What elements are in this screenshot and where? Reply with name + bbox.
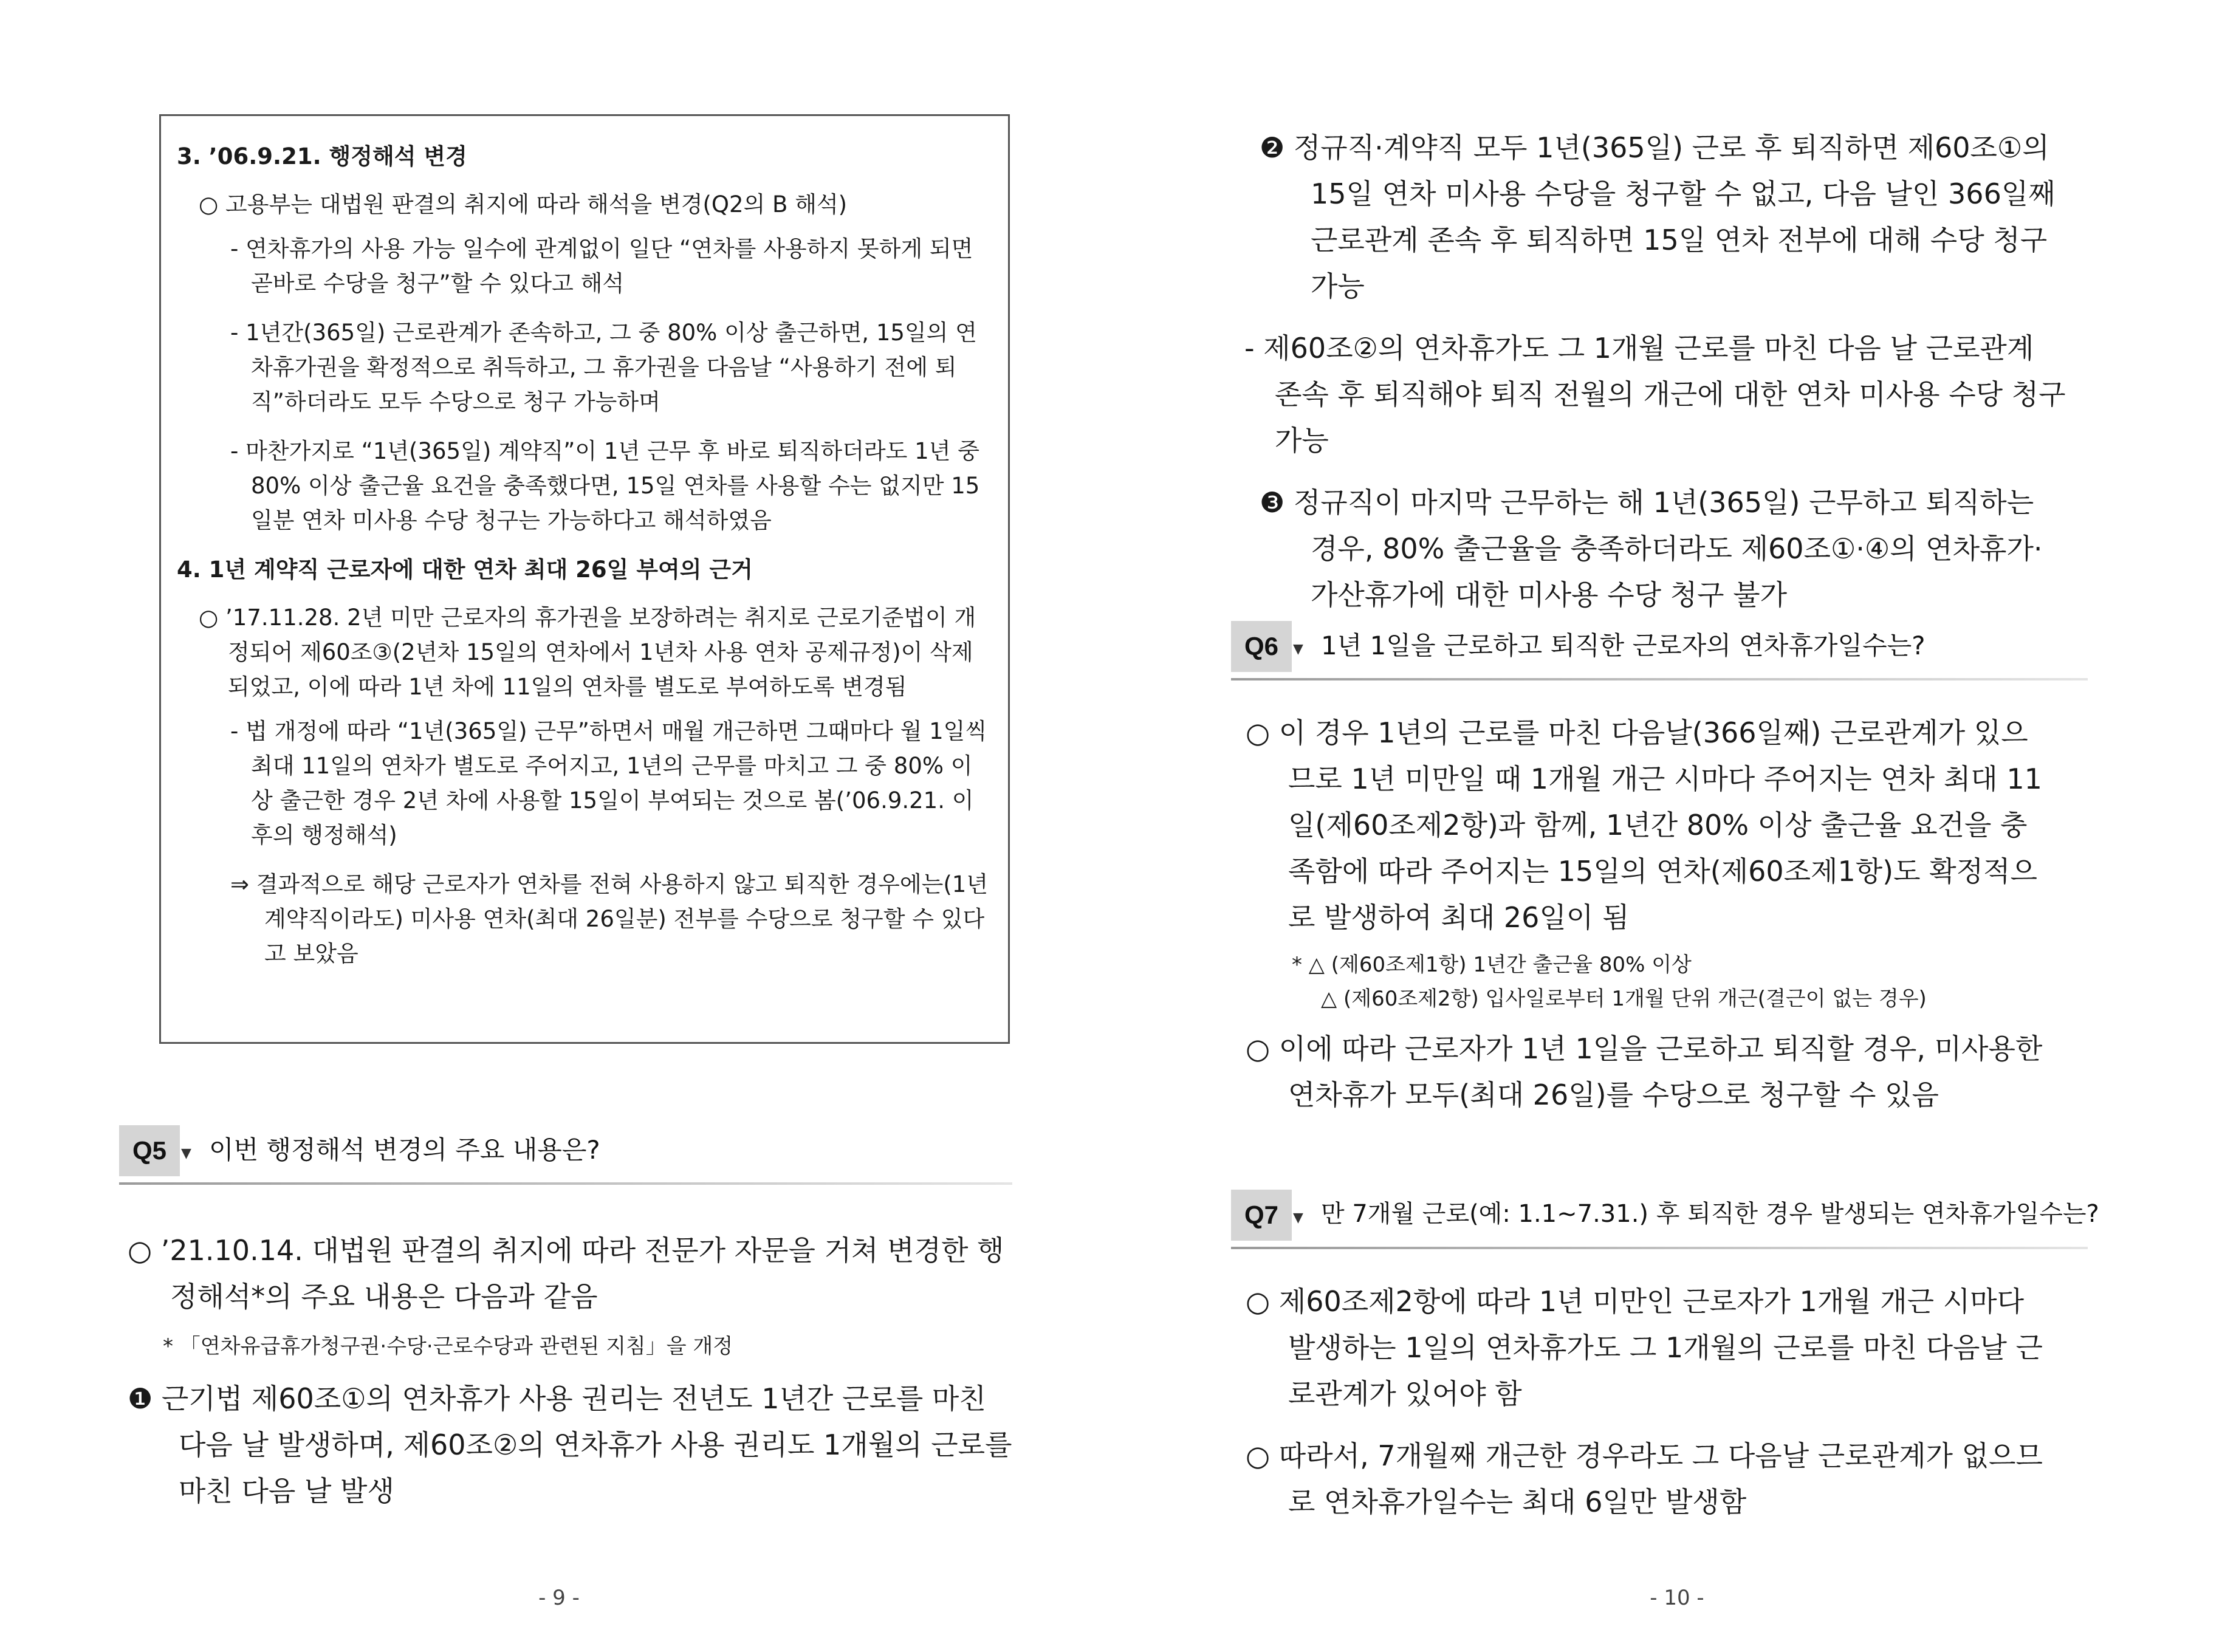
q5-title: 이번 행정해석 변경의 주요 내용은? <box>209 1135 600 1165</box>
q6-bullet-1: ○ 이 경우 1년의 근로를 마친 다음날(366일째) 근로관계가 있으므로 1년 미만일 때 1개월 개근 시마다 주어지는 연차 최대 11일(제60조제2항)과 함께, 1년간 80% 이상 출근율 요건을 충족함에 따라 주어지는 15일의 연차(제60조제1항)도 확정적으로 발생하여 최대 26일이 됨 <box>1246 716 2042 934</box>
q6-underline <box>1231 678 2088 680</box>
history-box <box>159 114 1010 1044</box>
section-4-result: ⇒ 결과적으로 해당 근로자가 연차를 전혀 사용하지 않고 퇴직한 경우에는(1년 계약직이라도) 미사용 연차(최대 26일분) 전부를 수당으로 청구할 수 있다고 보았음 <box>230 871 989 967</box>
q6-tag: Q6 <box>1231 621 1292 672</box>
q6-bullet-2: ○ 이에 따라 근로자가 1년 1일을 근로하고 퇴직할 경우, 미사용한 연차휴가 모두(최대 26일)를 수당으로 청구할 수 있음 <box>1246 1032 2043 1111</box>
page-number-right: - 10 - <box>1650 1586 1704 1610</box>
section-3-heading: 3. ’06.9.21. 행정해석 변경 <box>177 143 467 170</box>
section-4-dash: - 법 개정에 따라 “1년(365일) 근무”하면서 매월 개근하면 그때마다 월 1일씩 최대 11일의 연차가 별도로 주어지고, 1년의 근무를 마치고 그 중 80% 이상 출근한 경우 2년 차에 사용할 15일이 부여되는 것으로 봄(’06.9.21. 이후의 행정해석) <box>230 718 987 848</box>
q7-header <box>1231 1190 2099 1250</box>
q5-header <box>119 1125 1012 1186</box>
section-4-heading: 4. 1년 계약직 근로자에 대한 연차 최대 26일 부여의 근거 <box>177 557 753 583</box>
q7-title: 만 7개월 근로(예: 1.1~7.31.) 후 퇴직한 경우 발생되는 연차휴가일수는? <box>1321 1200 2099 1228</box>
q5-note: * 「연차유급휴가청구권·수당·근로수당과 관련된 지침」을 개정 <box>163 1334 733 1359</box>
triangle-down-icon: ▼ <box>1293 1210 1303 1225</box>
q5-point-1: ❶ 근기법 제60조①의 연차휴가 사용 권리는 전년도 1년간 근로를 마친 다음 날 발생하며, 제60조②의 연차휴가 사용 권리도 1개월의 근로를 마친 다음 날 발생 <box>128 1382 1012 1507</box>
section-3-bullet: ○ 고용부는 대법원 판결의 취지에 따라 해석을 변경(Q2의 B 해석) <box>199 191 848 218</box>
q6-title: 1년 1일을 근로하고 퇴직한 근로자의 연차휴가일수는? <box>1321 631 1926 660</box>
section-4-bullet: ○ ’17.11.28. 2년 미만 근로자의 휴가권을 보장하려는 취지로 근로기준법이 개정되어 제60조③(2년차 15일의 연차에서 1년차 사용 연차 공제규정)이 삭제되었고, 이에 따라 1년 차에 11일의 연차를 별도로 부여하도록 변경됨 <box>199 605 976 700</box>
q6-body <box>1246 710 2048 1118</box>
q7-body <box>1246 1278 2048 1525</box>
right-top-points <box>1244 125 2068 618</box>
q6-note-1: * △ (제60조제1항) 1년간 출근율 80% 이상 <box>1292 953 1692 977</box>
q6-note-2: △ (제60조제2항) 입사일로부터 1개월 단위 개근(결근이 없는 경우) <box>1321 987 1927 1011</box>
q6-header <box>1231 621 2088 682</box>
triangle-down-icon: ▼ <box>181 1146 191 1161</box>
section-3-dash-1: - 연차휴가의 사용 가능 일수에 관계없이 일단 “연차를 사용하지 못하게 되면 곧바로 수당을 청구”할 수 있다고 해석 <box>230 236 973 296</box>
section-3-dash-2: - 1년간(365일) 근로관계가 존속하고, 그 중 80% 이상 출근하면, 15일의 연차휴가권을 확정적으로 취득하고, 그 휴가권을 다음날 “사용하기 전에 퇴직”하더라도 모두 수당으로 청구 가능하며 <box>230 320 977 415</box>
q7-bullet-2: ○ 따라서, 7개월째 개근한 경우라도 그 다음날 근로관계가 없으므로 연차휴가일수는 최대 6일만 발생함 <box>1246 1439 2043 1518</box>
q7-underline <box>1231 1247 2088 1249</box>
q7-tag: Q7 <box>1231 1190 1292 1241</box>
right-page <box>1118 0 2236 1652</box>
q5-bullet: ○ ’21.10.14. 대법원 판결의 취지에 따라 전문가 자문을 거쳐 변경한 행정해석*의 주요 내용은 다음과 같음 <box>128 1234 1004 1313</box>
q5-underline <box>119 1182 1012 1185</box>
triangle-down-icon: ▼ <box>1293 642 1303 657</box>
q7-bullet-1: ○ 제60조제2항에 따라 1년 미만인 근로자가 1개월 개근 시마다 발생하는 1일의 연차휴가도 그 1개월의 근로를 마친 다음날 근로관계가 있어야 함 <box>1246 1285 2043 1410</box>
point-2-dash: - 제60조②의 연차휴가도 그 1개월 근로를 마친 다음 날 근로관계 존속 후 퇴직해야 퇴직 전월의 개근에 대한 연차 미사용 수당 청구 가능 <box>1244 332 2066 457</box>
page-number-left: - 9 - <box>538 1586 580 1610</box>
point-3: ❸ 정규직이 마지막 근무하는 해 1년(365일) 근무하고 퇴직하는 경우, 80% 출근율을 충족하더라도 제60조①·④의 연차휴가·가산휴가에 대한 미사용 수당 청구 불가 <box>1260 486 2043 611</box>
point-2: ❷ 정규직·계약직 모두 1년(365일) 근로 후 퇴직하면 제60조①의 15일 연차 미사용 수당을 청구할 수 없고, 다음 날인 366일째 근로관계 존속 후 퇴직하면 15일 연차 전부에 대해 수당 청구 가능 <box>1260 131 2056 303</box>
section-3-dash-3: - 마찬가지로 “1년(365일) 계약직”이 1년 근무 후 바로 퇴직하더라도 1년 중 80% 이상 출근율 요건을 충족했다면, 15일 연차를 사용할 수는 없지만 15일분 연차 미사용 수당 청구는 가능하다고 해석하였음 <box>230 438 980 533</box>
q5-tag: Q5 <box>119 1125 180 1176</box>
q5-body <box>128 1227 1021 1514</box>
